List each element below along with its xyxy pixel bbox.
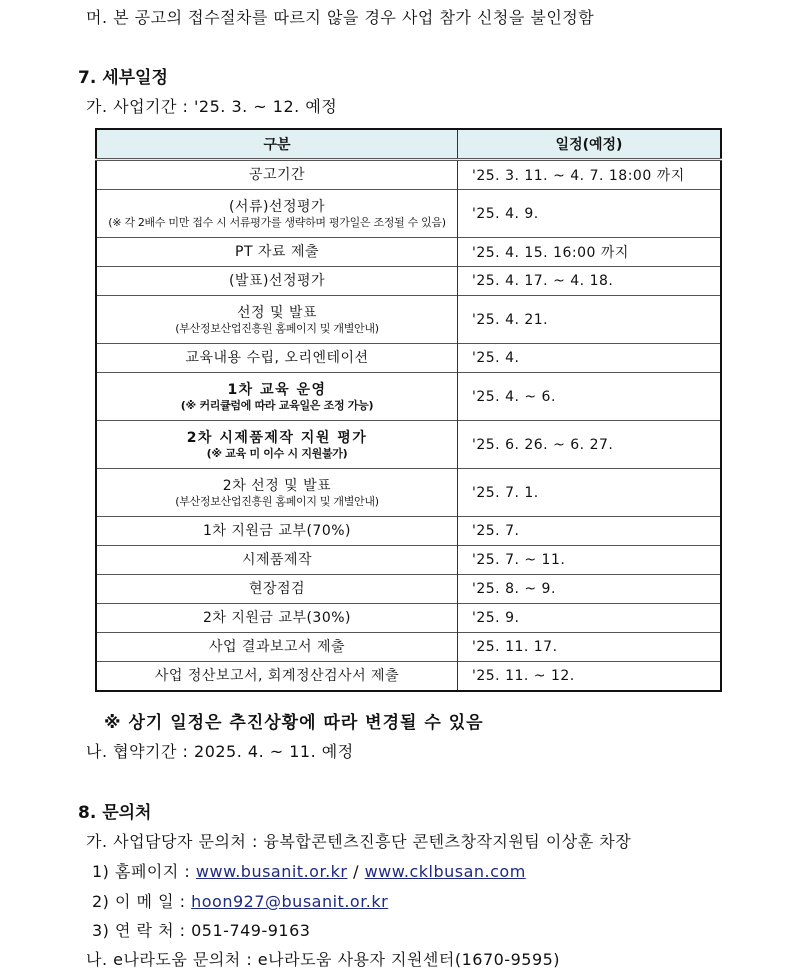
schedule-table-body <box>96 160 721 692</box>
row-category: 2차 선정 및 발표 <box>222 477 332 494</box>
table-row <box>96 267 721 296</box>
schedule-table <box>95 128 722 692</box>
row-schedule: '25. 7. ~ 11. <box>458 546 722 575</box>
row-category: 사업 결과보고서 제출 <box>208 639 346 655</box>
row-schedule: '25. 4. 17. ~ 4. 18. <box>458 267 722 296</box>
row-schedule: '25. 6. 26. ~ 6. 27. <box>458 421 722 469</box>
row-category-cell <box>96 662 458 692</box>
table-row <box>96 517 721 546</box>
row-category-cell <box>96 373 458 421</box>
table-row <box>96 160 721 190</box>
row-category-note: (부산정보산업진흥원 홈페이지 및 개별안내) <box>175 494 379 508</box>
table-row <box>96 373 721 421</box>
row-category-cell <box>96 575 458 604</box>
row-schedule: '25. 9. <box>458 604 722 633</box>
table-row <box>96 238 721 267</box>
row-schedule: '25. 8. ~ 9. <box>458 575 722 604</box>
business-period: 가. 사업기간 : '25. 3. ~ 12. 예정 <box>86 97 338 116</box>
row-category: 1차 지원금 교부(70%) <box>203 523 351 539</box>
row-schedule: '25. 4. ~ 6. <box>458 373 722 421</box>
row-category: 1차 교육 운영 <box>227 381 327 398</box>
schedule-change-notice: ※ 상기 일정은 추진상황에 따라 변경될 수 있음 <box>104 713 484 733</box>
row-category-cell <box>96 517 458 546</box>
phone-row <box>92 918 310 941</box>
email-link[interactable]: hoon927@busanit.or.kr <box>191 892 389 911</box>
row-category: 교육내용 수립, 오리엔테이션 <box>185 350 369 366</box>
intro-line: 머. 본 공고의 접수절차를 따르지 않을 경우 사업 참가 신청을 불인정함 <box>86 8 595 27</box>
homepage-link-cklbusan[interactable]: www.cklbusan.com <box>364 862 526 881</box>
table-row <box>96 421 721 469</box>
row-category-cell <box>96 238 458 267</box>
row-category-note: (※ 커리큘럼에 따라 교육일은 조정 가능) <box>180 398 374 412</box>
row-category-cell <box>96 469 458 517</box>
header-schedule: 일정(예정) <box>458 129 722 160</box>
row-category-note: (※ 각 2배수 미만 접수 시 서류평가를 생략하며 평가일은 조정될 수 있음) <box>108 215 446 229</box>
agreement-period: 나. 협약기간 : 2025. 4. ~ 11. 예정 <box>86 742 354 761</box>
section8-heading: 8. 문의처 <box>78 803 152 823</box>
row-category-cell <box>96 160 458 190</box>
row-schedule: '25. 4. 21. <box>458 296 722 344</box>
table-row <box>96 575 721 604</box>
table-row <box>96 296 721 344</box>
row-schedule: '25. 7. <box>458 517 722 546</box>
row-category-cell <box>96 190 458 238</box>
row-category-note: (부산정보산업진흥원 홈페이지 및 개별안내) <box>175 321 379 335</box>
email-row <box>92 889 388 912</box>
row-schedule: '25. 4. <box>458 344 722 373</box>
homepage-link-busanit[interactable]: www.busanit.or.kr <box>195 862 348 881</box>
table-row <box>96 662 721 692</box>
homepage-label: 1) 홈페이지 : <box>92 862 196 881</box>
row-category-cell <box>96 546 458 575</box>
row-category-cell <box>96 267 458 296</box>
row-schedule: '25. 3. 11. ~ 4. 7. 18:00 까지 <box>458 160 722 190</box>
row-category: (발표)선정평가 <box>228 273 326 289</box>
phone-value: 051-749-9163 <box>191 921 311 940</box>
table-row <box>96 469 721 517</box>
row-category-cell <box>96 633 458 662</box>
table-row <box>96 190 721 238</box>
table-row <box>96 604 721 633</box>
row-schedule: '25. 7. 1. <box>458 469 722 517</box>
row-category: 현장점검 <box>248 581 306 597</box>
phone-label: 3) 연 락 처 : <box>92 921 192 940</box>
enara-contact-line: 나. e나라도움 문의처 : e나라도움 사용자 지원센터(1670-9595) <box>86 950 561 969</box>
table-row <box>96 633 721 662</box>
row-category: 시제품제작 <box>241 552 313 568</box>
row-category-cell <box>96 296 458 344</box>
table-header-row <box>96 129 721 160</box>
row-category: (서류)선정평가 <box>228 198 326 215</box>
row-category-cell <box>96 344 458 373</box>
row-category: PT 자료 제출 <box>235 244 319 260</box>
row-schedule: '25. 4. 15. 16:00 까지 <box>458 238 722 267</box>
section7-heading: 7. 세부일정 <box>78 68 168 88</box>
row-schedule: '25. 11. ~ 12. <box>458 662 722 692</box>
homepage-row <box>92 859 526 882</box>
row-schedule: '25. 4. 9. <box>458 190 722 238</box>
email-label: 2) 이 메 일 : <box>92 892 192 911</box>
row-category-cell <box>96 421 458 469</box>
row-category: 선정 및 발표 <box>236 304 318 321</box>
table-row <box>96 344 721 373</box>
table-row <box>96 546 721 575</box>
row-category: 공고기간 <box>248 167 306 183</box>
row-category: 2차 지원금 교부(30%) <box>203 610 351 626</box>
header-category: 구분 <box>96 129 458 160</box>
row-category-cell <box>96 604 458 633</box>
row-schedule: '25. 11. 17. <box>458 633 722 662</box>
homepage-separator: / <box>347 862 365 881</box>
row-category: 사업 정산보고서, 회계정산검사서 제출 <box>154 668 400 684</box>
row-category: 2차 시제품제작 지원 평가 <box>186 429 368 446</box>
row-category-note: (※ 교육 미 이수 시 지원불가) <box>206 446 348 460</box>
contact-line: 가. 사업담당자 문의처 : 융복합콘텐츠진흥단 콘텐츠창작지원팀 이상훈 차장 <box>86 832 632 851</box>
